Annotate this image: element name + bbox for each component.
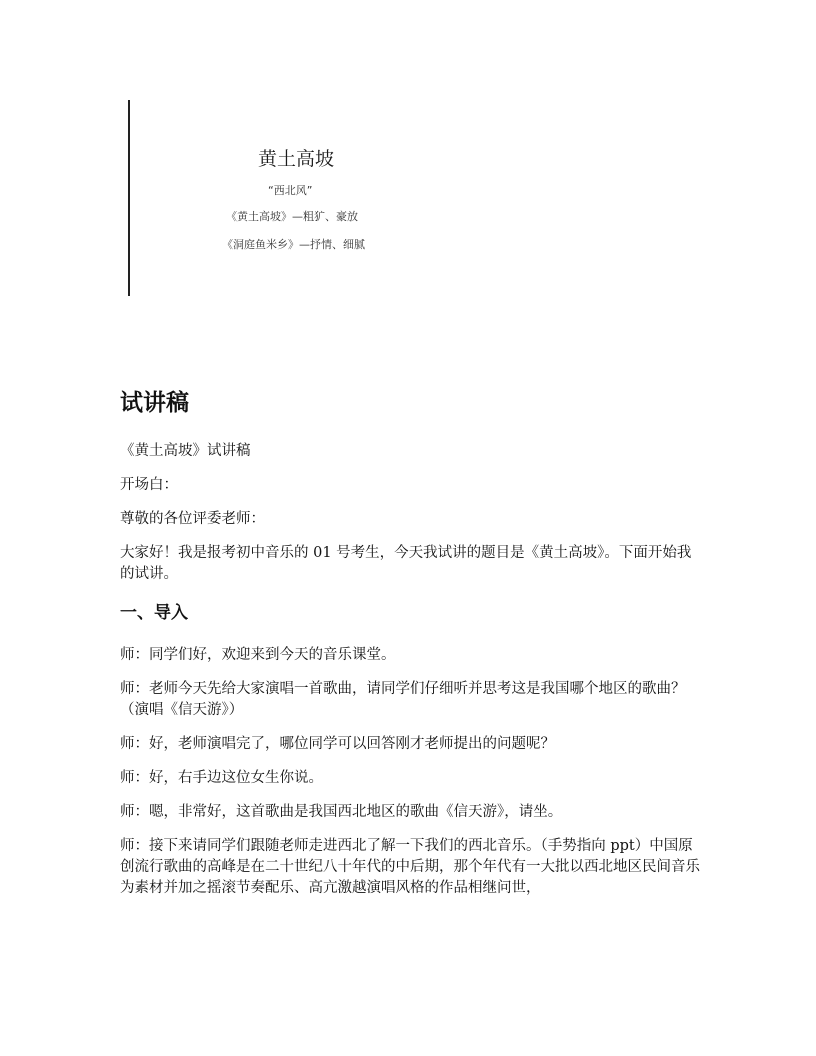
slide-left-border — [128, 100, 130, 296]
slide-line-dongting: 《洞庭鱼米乡》—抒情、细腻 — [222, 238, 365, 251]
slide-image — [128, 100, 398, 296]
slide-subtitle: “西北风” — [268, 184, 313, 197]
paragraph-sing: 师：老师今天先给大家演唱一首歌曲，请同学们仔细听并思考这是我国哪个地区的歌曲？（演唱《信天游》） — [120, 681, 686, 718]
page-heading: 试讲稿 — [120, 390, 189, 416]
paragraph-greeting: 尊敬的各位评委老师： — [120, 511, 265, 527]
paragraph-title: 《黄土高坡》试讲稿 — [120, 443, 251, 459]
paragraph-intro: 大家好！我是报考初中音乐的 01 号考生，今天我试讲的题目是《黄土高坡》。下面开始我的试讲。 — [120, 545, 692, 582]
slide-line-huangtu: 《黄土高坡》—粗犷、豪放 — [226, 210, 358, 223]
slide-title: 黄土高坡 — [258, 148, 335, 170]
paragraph-opening-label: 开场白： — [120, 477, 178, 493]
document-body — [120, 384, 700, 912]
paragraph-northwest-music: 师：接下来请同学们跟随老师走进西北了解一下我们的西北音乐。（手势指向 ppt）中国原创流行歌曲的高峰是在二十世纪八十年代的中后期，那个年代有一大批以西北地区民间音乐为素材并加之摇滚节奏配乐、高亢激越演唱风格的作品相继问世， — [120, 838, 700, 896]
section-heading-intro: 一、导入 — [120, 603, 188, 623]
paragraph-answer: 师：嗯，非常好，这首歌曲是我国西北地区的歌曲《信天游》，请坐。 — [120, 804, 563, 820]
paragraph-question: 师：好，老师演唱完了，哪位同学可以回答刚才老师提出的问题呢？ — [120, 736, 555, 752]
paragraph-welcome: 师：同学们好，欢迎来到今天的音乐课堂。 — [120, 647, 396, 663]
paragraph-call-student: 师：好，右手边这位女生你说。 — [120, 770, 323, 786]
